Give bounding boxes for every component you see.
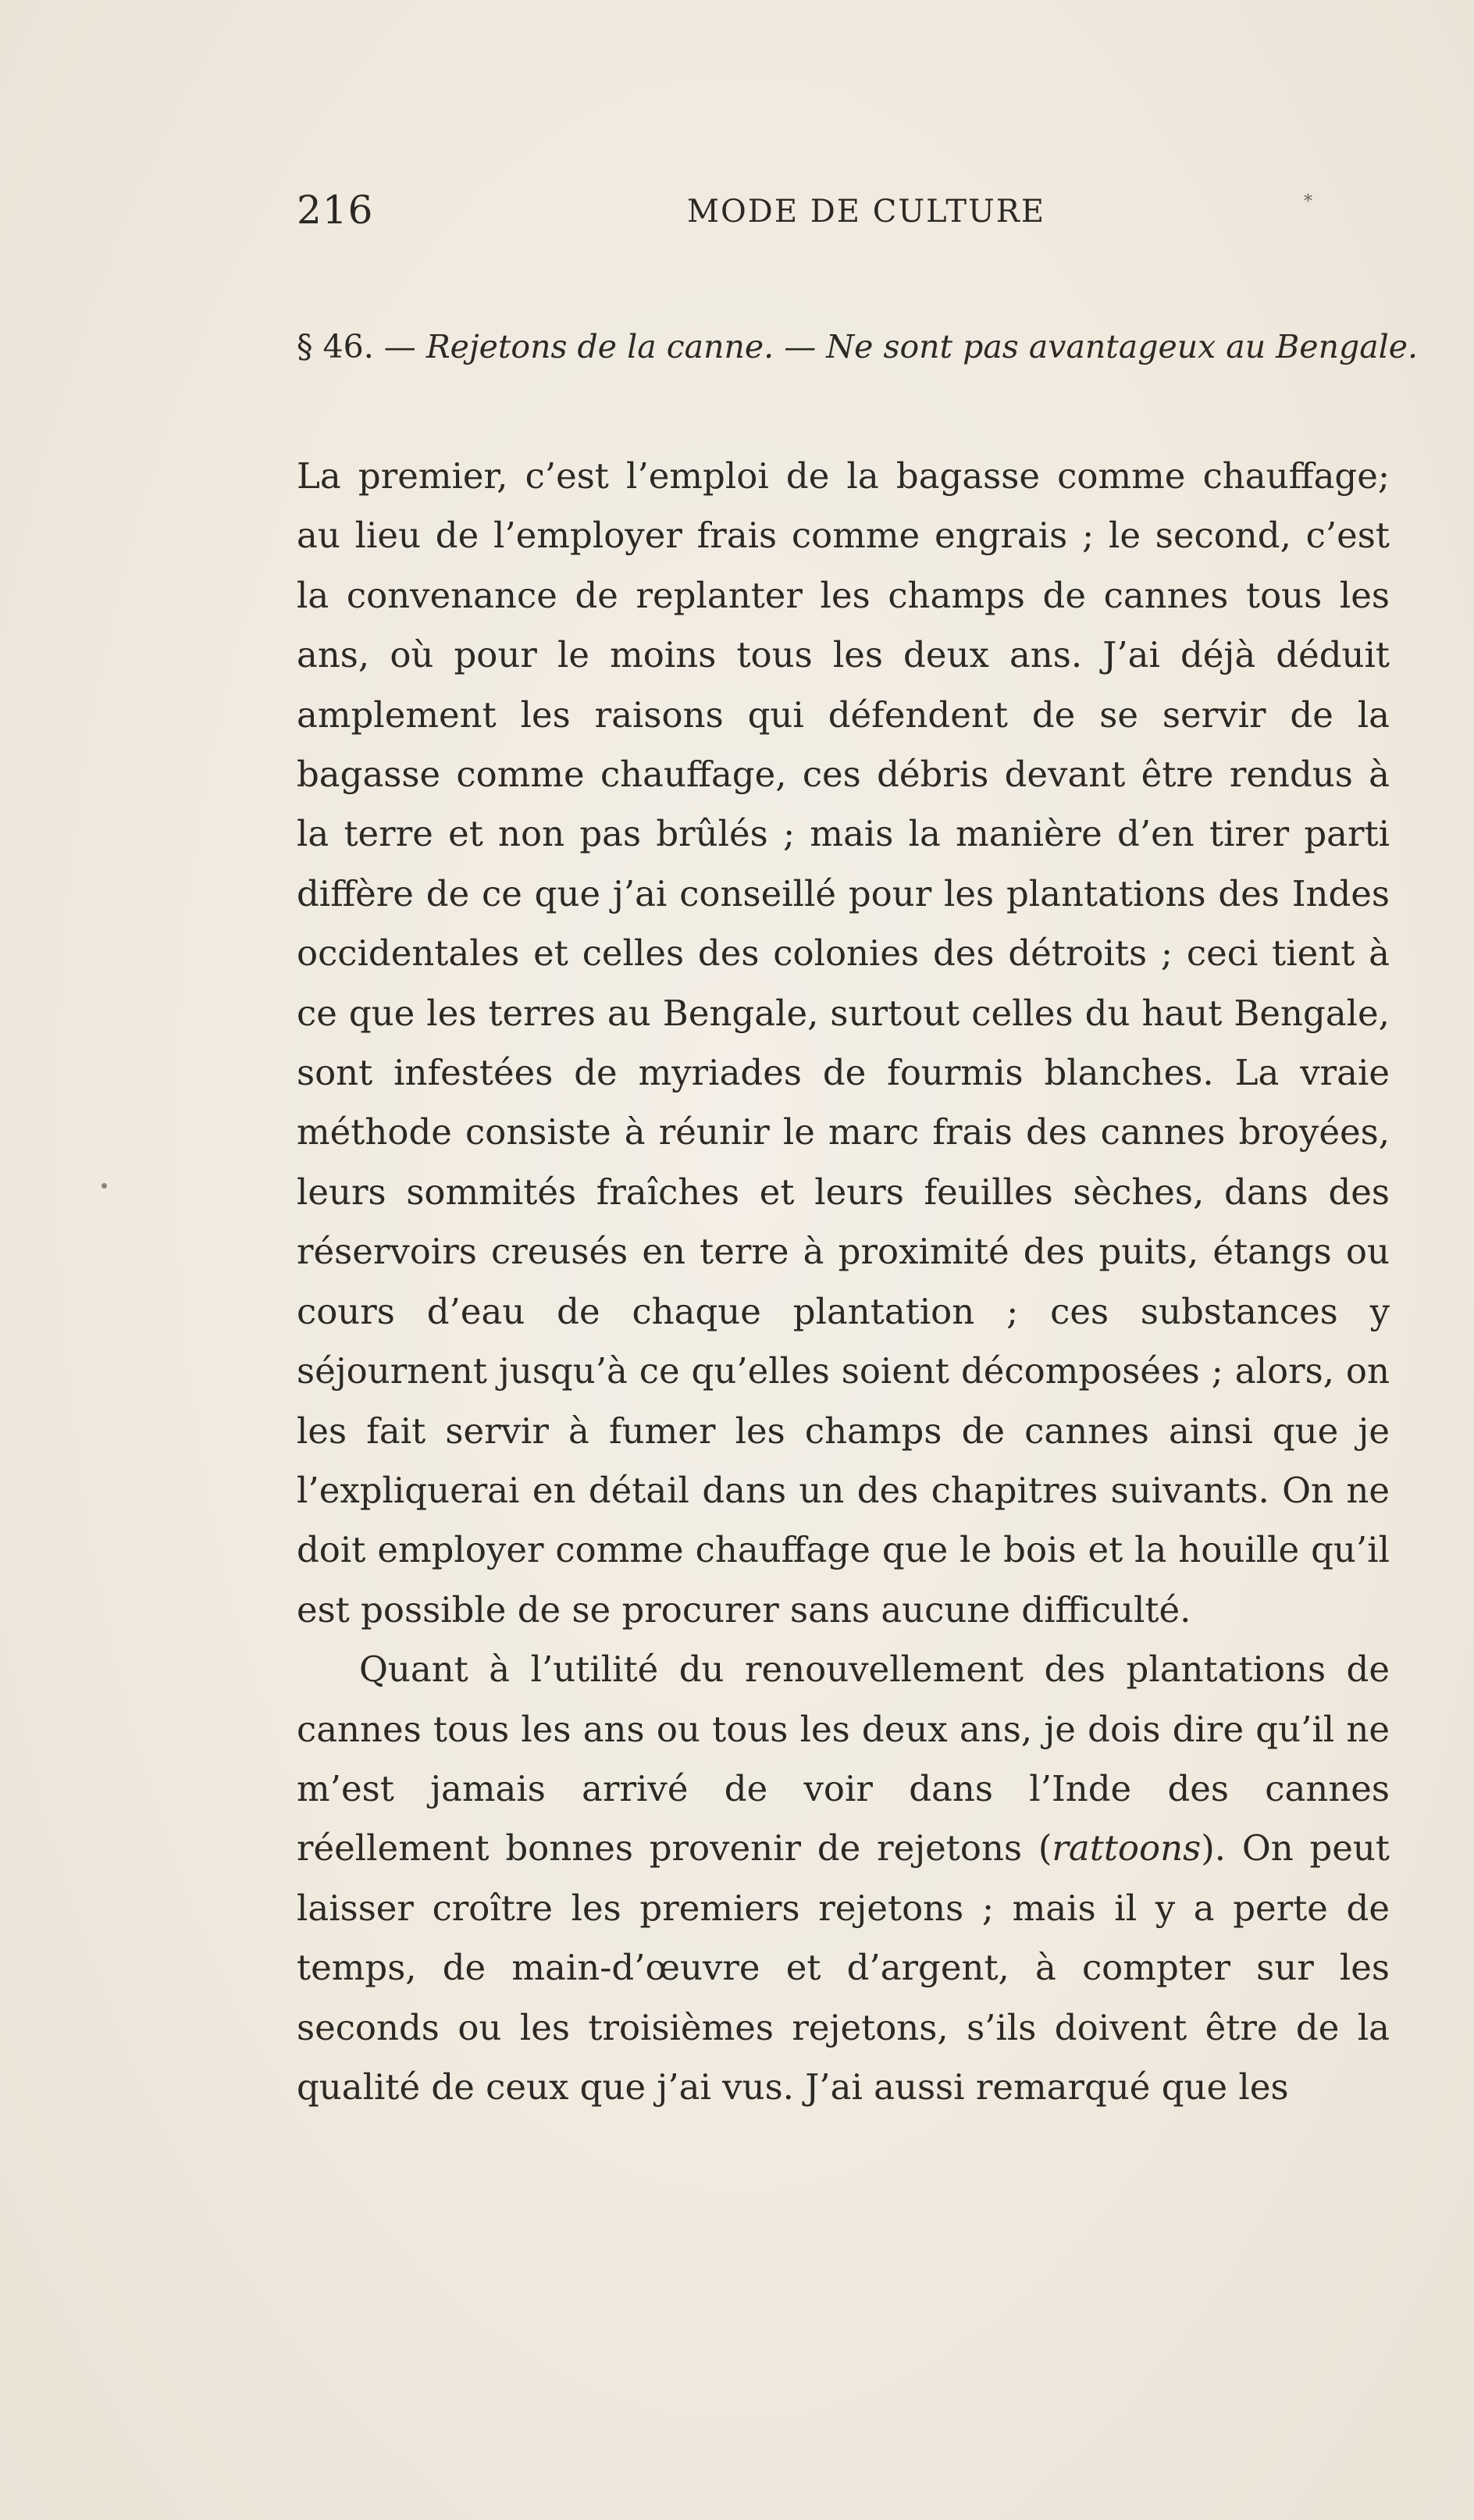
paragraph-1: La premier, c’est l’emploi de la bagasse comme chauffage; au lieu de l’employer frais comme engrais ; le second, c’est la convenance de replanter les champs de cannes tous les ans, où pour le moins tous les deux ans. J’ai déjà déduit amplement les raisons qui défendent de se servir de la bagasse comme chauffage, ces débris devant être rendus à la terre et non pas brûlés ; mais la manière d’en tirer parti diffère de ce que j’ai conseillé pour les plantations des Indes occidentales et celles des colonies des détroits ; ceci tient à ce que les terres au Bengale, surtout celles du haut Bengale, sont infestées de myriades de fourmis blanches. La vraie méthode consiste à réunir le marc frais des cannes broyées, leurs sommités fraîches et leurs feuilles sèches, dans des réservoirs creusés en terre à proximité des puits, étangs ou cours d’eau de chaque plantation ; ces substances y séjournent jusqu’à ce qu’elles soient décomposées ; alors, on les fait servir à fumer les champs de cannes ainsi que je l’expliquerai en détail dans un des chapitres suivants. On ne doit employer comme chauffage que le bois et la houille qu’il est possible de se procurer sans aucune difficulté. — [297, 455, 1390, 1631]
paragraph-2-part-2: ). On peut laisser croître les premiers rejetons ; mais il y a perte de temps, de main-d’œuvre et d’argent, à compter sur les seconds ou les troisièmes rejetons, s’ils doivent être de la qualité de ceux que j’ai vus. J’ai aussi remarqué que les — [297, 1827, 1390, 2108]
paragraph-2-part-1: Quant à l’utilité du renouvellement des plantations de cannes tous les ans ou tous les deux ans, je dois dire qu’il ne m’est jamais arrivé de voir dans l’Inde des cannes réellement bonnes provenir de rejetons ( — [297, 1649, 1390, 1870]
margin-speck — [101, 1183, 107, 1189]
running-title: MODE DE CULTURE — [687, 194, 1046, 230]
body-text — [297, 447, 1390, 2117]
paragraph-2-italic-term: rattoons — [1052, 1827, 1202, 1870]
paragraph-2 — [297, 1640, 1390, 2117]
printer-mark: * — [1304, 192, 1312, 212]
page-number: 216 — [297, 187, 374, 233]
section-title: Rejetons de la canne. — Ne sont pas avantageux au Bengale. — [425, 328, 1419, 365]
section-number: § 46. — — [297, 328, 426, 365]
running-head — [297, 187, 1405, 242]
section-heading — [297, 328, 1419, 365]
